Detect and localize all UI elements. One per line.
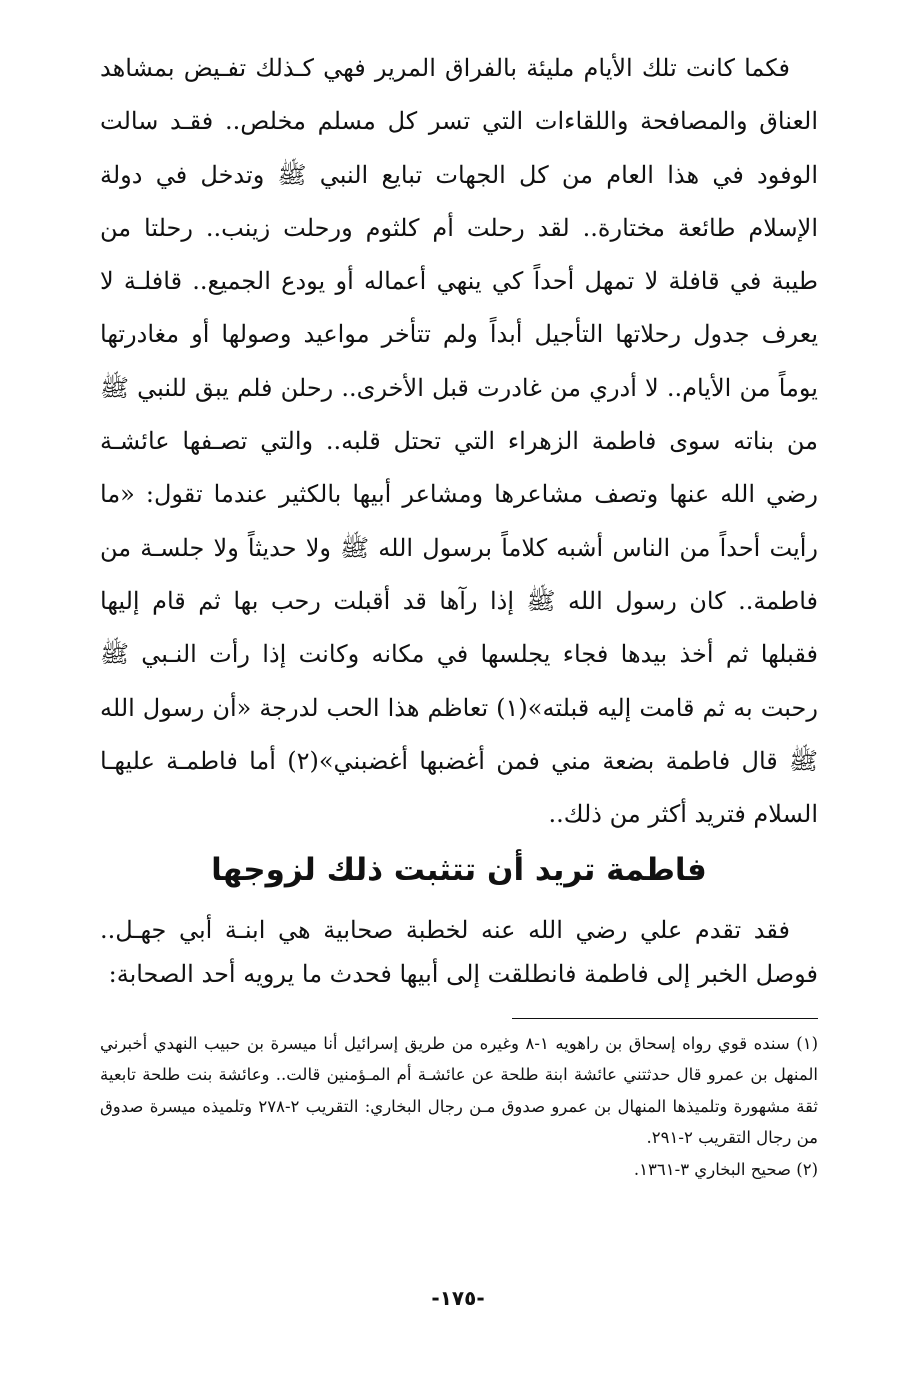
section-text-block <box>100 908 818 996</box>
page-number: -١٧٥- <box>431 1286 485 1310</box>
footnotes <box>100 1028 818 1185</box>
section-heading: فاطمة تريد أن تتثبت ذلك لزوجها <box>211 852 707 888</box>
main-text-block <box>100 42 818 841</box>
footnote-separator <box>512 1018 818 1019</box>
main-paragraph: فكما كانت تلك الأيام مليئة بالفراق المرير فهي كـذلك تفـيض بمشاهد العناق والمصافحة واللقاءات التي تسر كل مسلم مخلص.. فقـد سالت الوفود في هذا العام من كل الجهات تبايع النبي ﷺ وتدخل في دولة الإسلام طائعة مختارة.. لقد رحلت أم كلثوم ورحلت زينب.. رحلتا من طيبة في قافلة لا تمهل أحداً كي ينهي أعماله أو يودع الجميع.. قافلـة لا يعرف جدول رحلاتها التأجيل أبداً ولم تتأخر مواعيد وصولها أو مغادرتها يوماً من الأيام.. لا أدري من غادرت قبل الأخرى.. رحلن فلم يبق للنبي ﷺ من بناته سوى فاطمة الزهراء التي تحتل قلبه.. والتي تصـفها عائشـة رضي الله عنها وتصف مشاعرها ومشاعر أبيها بالكثير عندما تقول: «ما رأيت أحداً من الناس أشبه كلاماً برسول الله ﷺ ولا حديثاً ولا جلسـة من فاطمة.. كان رسول الله ﷺ إذا رآها قد أقبلت رحب بها ثم قام إليها فقبلها ثم أخذ بيدها فجاء يجلسها في مكانه وكانت إذا رأت النـبي ﷺ رحبت به ثم قامت إليه قبلته»(١) تعاظم هذا الحب لدرجة «أن رسول الله ﷺ قال فاطمة بضعة مني فمن أغضبها أغضبني»(٢) أما فاطمـة عليهـا السلام فتريد أكثر من ذلك.. <box>100 54 819 829</box>
footnote-2: (٢) صحيح البخاري ٣-١٣٦١. <box>633 1159 818 1179</box>
section-paragraph: فقد تقدم علي رضي الله عنه لخطبة صحابية هي ابنـة أبي جهـل.. فوصل الخبر إلى فاطمة فانطلقت إلى أبيها فحدث ما يرويه أحد الصحابة: <box>100 916 818 988</box>
footnote-1: (١) سنده قوي رواه إسحاق بن راهويه ١-٨ وغيره من طريق إسرائيل أنا ميسرة بن حبيب النهدي أخبرني المنهل بن عمرو قال حدثتني عائشة ابنة طلحة عن عائشـة أم المـؤمنين قالت.. وعائشة بنت طلحة تابعية ثقة مشهورة وتلميذها المنهال بن عمرو صدوق مـن رجال البخاري: التقريب ٢-٢٧٨ وتلميذه ميسرة صدوق من رجال التقريب ٢-٢٩١. <box>100 1034 818 1148</box>
